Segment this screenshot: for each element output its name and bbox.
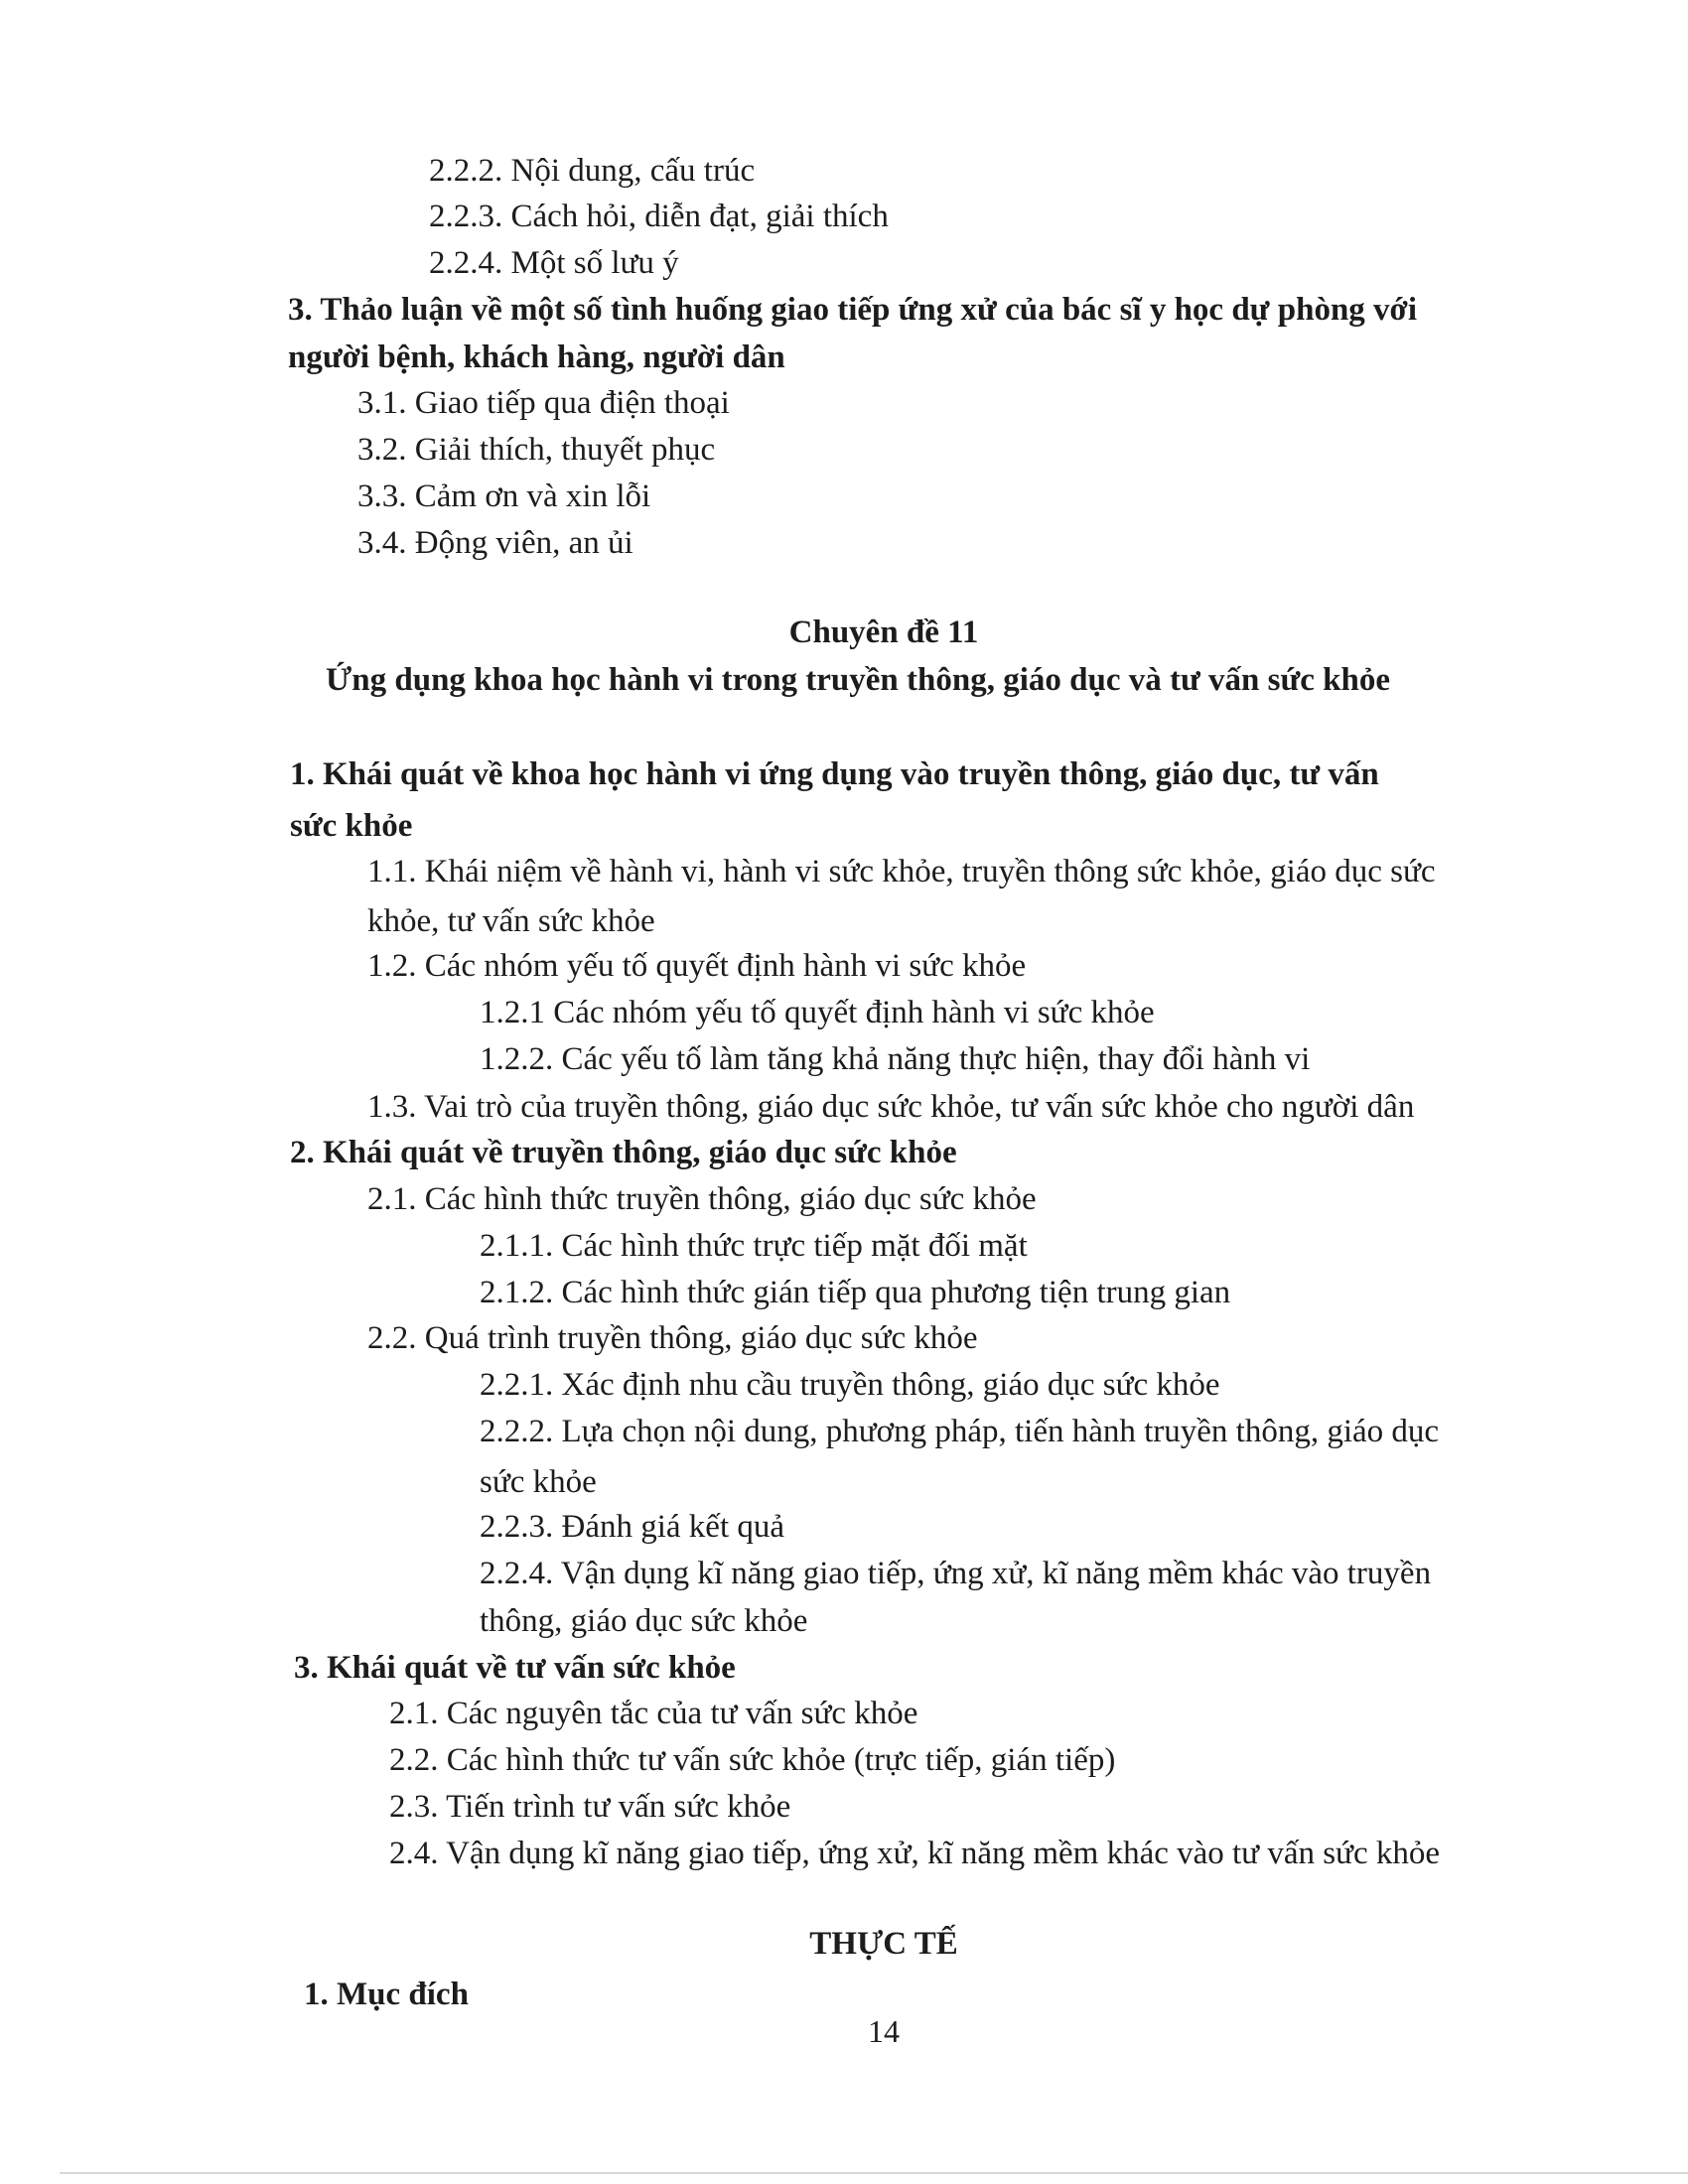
outline-item: 2.1.2. Các hình thức gián tiếp qua phương tiện trung gian (480, 1275, 1231, 1310)
outline-item: 2.2.1. Xác định nhu cầu truyền thông, giáo dục sức khỏe (480, 1367, 1220, 1403)
section-heading: 1. Mục đích (304, 1977, 469, 2012)
outline-item: 3.3. Cảm ơn và xin lỗi (357, 478, 651, 514)
outline-item-continued: thông, giáo dục sức khỏe (480, 1603, 808, 1639)
outline-item: 3.2. Giải thích, thuyết phục (357, 432, 716, 468)
outline-item: 1.2. Các nhóm yếu tố quyết định hành vi sức khỏe (367, 948, 1027, 984)
outline-item-continued: khỏe, tư vấn sức khỏe (367, 903, 655, 939)
outline-item-continued: sức khỏe (480, 1464, 597, 1500)
outline-item: 1.3. Vai trò của truyền thông, giáo dục sức khỏe, tư vấn sức khỏe cho người dân (367, 1089, 1415, 1125)
outline-item: 2.2. Các hình thức tư vấn sức khỏe (trực tiếp, gián tiếp) (389, 1742, 1116, 1778)
page-number: 14 (868, 2013, 900, 2049)
outline-item: 2.2.3. Cách hỏi, diễn đạt, giải thích (429, 199, 889, 234)
outline-item: 2.1. Các nguyên tắc của tư vấn sức khỏe (389, 1696, 918, 1731)
outline-item: 2.3. Tiến trình tư vấn sức khỏe (389, 1789, 791, 1825)
chapter-label: Chuyên đề 11 (788, 614, 979, 650)
outline-item: 2.1.1. Các hình thức trực tiếp mặt đối mặt (480, 1228, 1028, 1264)
outline-item: 2.1. Các hình thức truyền thông, giáo dục sức khỏe (367, 1181, 1037, 1217)
section-heading: 2. Khái quát về truyền thông, giáo dục sức khỏe (290, 1135, 957, 1170)
scan-edge-line (60, 2172, 1688, 2174)
section-heading: 3. Thảo luận về một số tình huống giao tiếp ứng xử của bác sĩ y học dự phòng với (288, 292, 1417, 328)
section-heading-continued: sức khỏe (290, 808, 413, 844)
outline-item: 3.4. Động viên, an ủi (357, 525, 633, 561)
outline-item: 2.2. Quá trình truyền thông, giáo dục sức khỏe (367, 1320, 978, 1356)
outline-item: 2.4. Vận dụng kĩ năng giao tiếp, ứng xử, kĩ năng mềm khác vào tư vấn sức khỏe (389, 1836, 1440, 1871)
outline-item: 1.2.1 Các nhóm yếu tố quyết định hành vi sức khỏe (480, 995, 1155, 1030)
section-title: THỰC TẾ (809, 1926, 958, 1962)
outline-item: 3.1. Giao tiếp qua điện thoại (357, 385, 730, 421)
section-heading: 1. Khái quát về khoa học hành vi ứng dụng vào truyền thông, giáo dục, tư vấn (290, 756, 1379, 792)
section-heading: 3. Khái quát về tư vấn sức khỏe (294, 1650, 736, 1686)
outline-item: 1.1. Khái niệm về hành vi, hành vi sức khỏe, truyền thông sức khỏe, giáo dục sức (367, 854, 1436, 889)
chapter-title: Ứng dụng khoa học hành vi trong truyền thông, giáo dục và tư vấn sức khỏe (326, 662, 1391, 698)
outline-item: 2.2.2. Lựa chọn nội dung, phương pháp, tiến hành truyền thông, giáo dục (480, 1414, 1440, 1449)
outline-item: 2.2.2. Nội dung, cấu trúc (429, 153, 756, 189)
outline-item: 2.2.3. Đánh giá kết quả (480, 1509, 785, 1545)
outline-item: 2.2.4. Vận dụng kĩ năng giao tiếp, ứng xử, kĩ năng mềm khác vào truyền (480, 1556, 1432, 1591)
outline-item: 1.2.2. Các yếu tố làm tăng khả năng thực hiện, thay đổi hành vi (480, 1041, 1311, 1077)
outline-item: 2.2.4. Một số lưu ý (429, 245, 679, 281)
section-heading-continued: người bệnh, khách hàng, người dân (288, 340, 785, 375)
